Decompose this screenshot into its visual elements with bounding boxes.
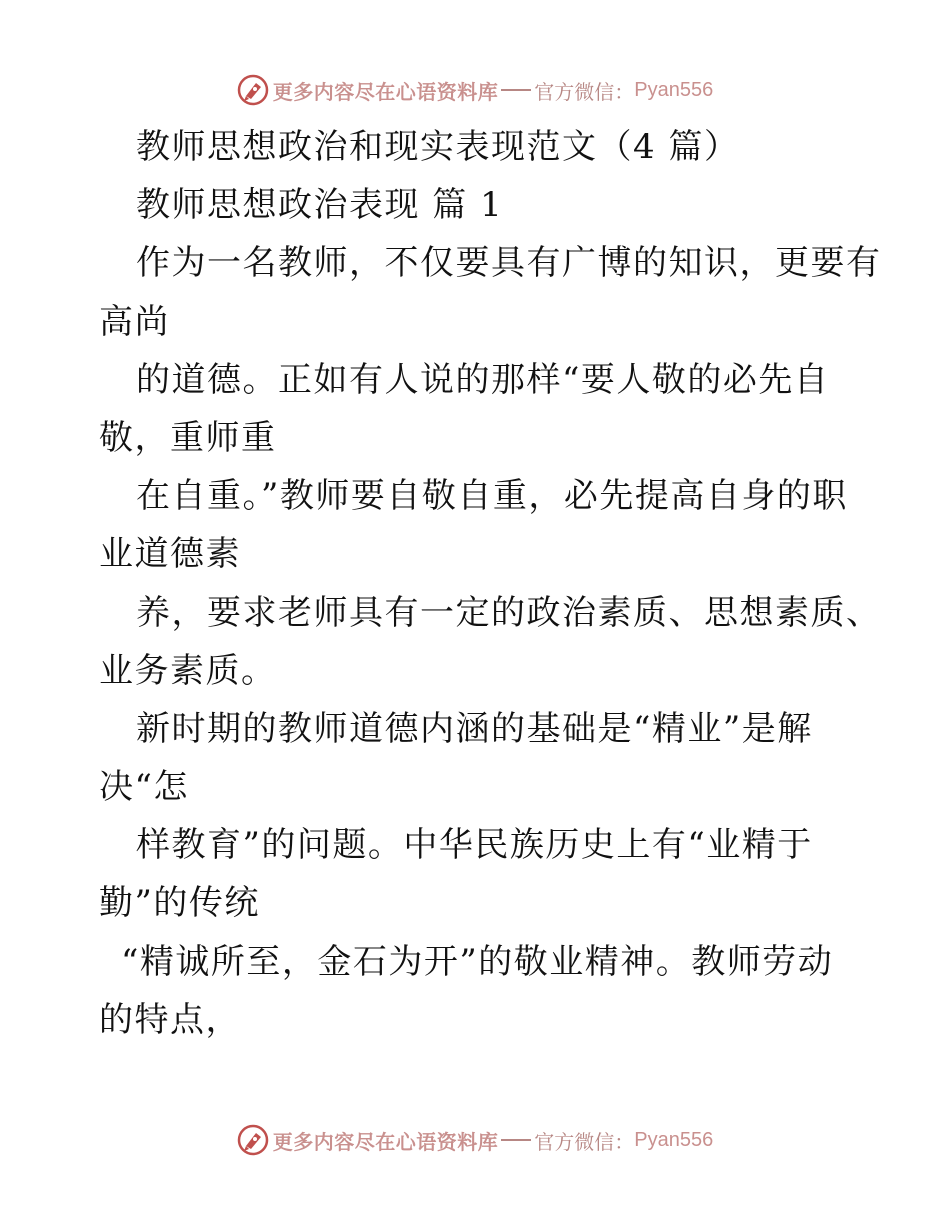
header-banner <box>0 70 950 110</box>
footer-banner <box>0 1120 950 1160</box>
text-line: 作为一名教师，不仅要具有广博的知识，更要有 <box>136 243 882 284</box>
banner-site-name: 更多内容尽在心语资料库 <box>272 1129 499 1154</box>
text-line: 新时期的教师道德内涵的基础是“精业”是解 <box>136 708 813 749</box>
text-line: 的道德。正如有人说的那样“要人敬的必先自 <box>136 359 830 400</box>
banner-official-label: 官方微信： <box>534 1129 635 1154</box>
pen-nib-logo-icon <box>237 1124 269 1156</box>
banner-divider <box>501 1139 531 1141</box>
document-body <box>99 118 882 1049</box>
banner-official-label: 官方微信： <box>534 79 635 104</box>
text-line: 养，要求老师具有一定的政治素质、思想素质、 <box>136 592 882 633</box>
text-line: 勤”的传统 <box>99 883 260 924</box>
text-line: 样教育”的问题。中华民族历史上有“业精于 <box>136 825 813 866</box>
banner-site-name: 更多内容尽在心语资料库 <box>272 79 499 104</box>
text-line: 业道德素 <box>99 534 241 575</box>
text-line: “精诚所至，金石为开”的敬业精神。教师劳动 <box>121 941 834 982</box>
text-line: 业务素质。 <box>99 650 277 691</box>
section-heading: 教师思想政治表现 篇 1 <box>136 185 504 226</box>
document-title: 教师思想政治和现实表现范文（4 篇） <box>136 127 740 167</box>
text-line: 决“怎 <box>99 767 189 808</box>
banner-wechat-id: Pyan556 <box>634 78 714 101</box>
text-line: 敬，重师重 <box>99 417 277 458</box>
pen-nib-logo-icon <box>237 74 269 106</box>
text-line: 的特点， <box>99 999 241 1040</box>
banner-wechat-id: Pyan556 <box>634 1128 714 1151</box>
text-line: 高尚 <box>99 301 170 342</box>
banner-divider <box>501 89 531 91</box>
text-line: 在自重。”教师要自敬自重，必先提高自身的职 <box>136 476 848 517</box>
